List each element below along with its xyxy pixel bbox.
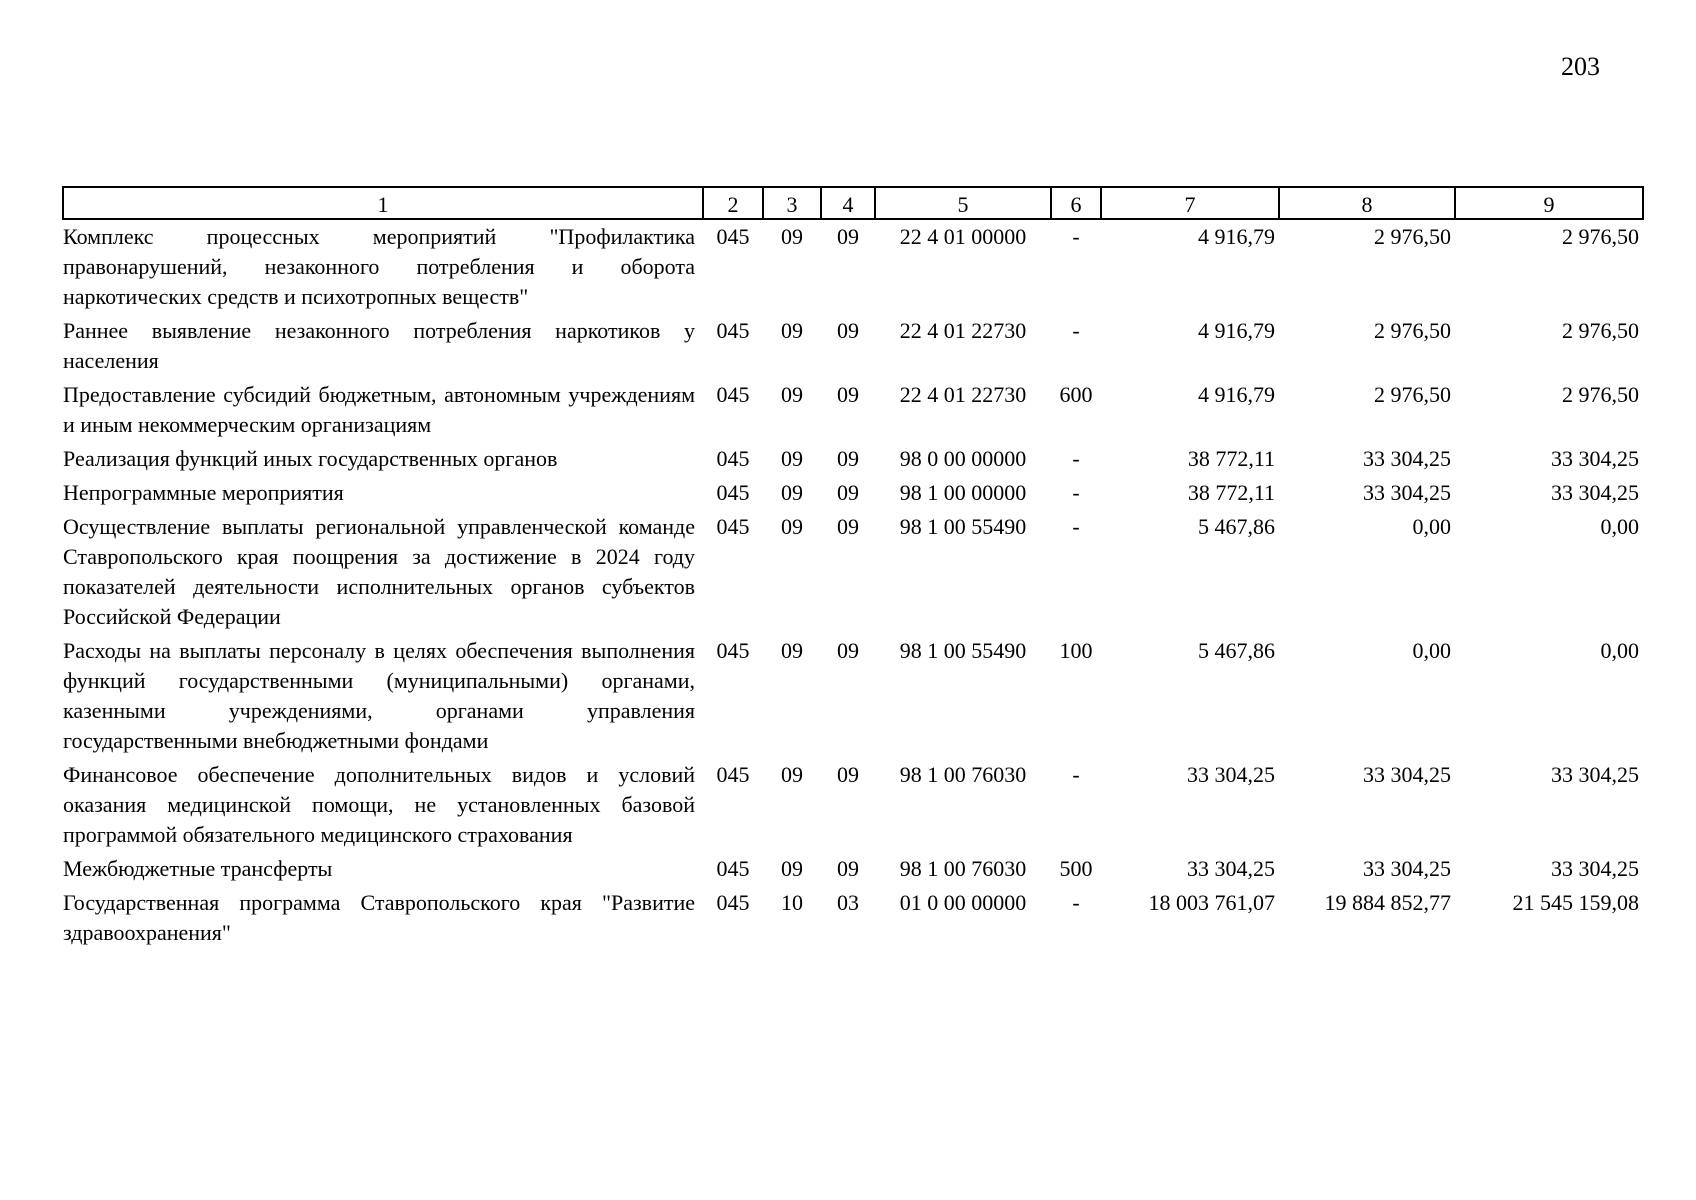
admin-code-cell: 045 — [716, 890, 750, 915]
target-article-cell: 98 1 00 76030 — [899, 856, 1027, 881]
row-name-cell: Финансовое обеспечение дополнительных видов и условий оказания медицинской помощи, не установленных базовой программой обязательного медицинского страхования — [63, 762, 695, 847]
subsection-cell: 09 — [837, 224, 859, 249]
target-article-cell: 98 1 00 55490 — [899, 514, 1027, 539]
subsection-cell: 09 — [837, 638, 859, 663]
row-name-cell: Комплекс процессных мероприятий "Профилактика правонарушений, незаконного потребления и оборота наркотических средств и психотропных веществ" — [63, 224, 695, 309]
section-cell: 10 — [781, 890, 803, 915]
amount-col7-cell: 33 304,25 — [1187, 856, 1275, 881]
section-cell: 09 — [781, 480, 803, 505]
column-header: 8 — [1279, 187, 1455, 219]
amount-col7-cell: 4 916,79 — [1198, 318, 1275, 343]
expense-type-cell: 600 — [1059, 382, 1093, 407]
amount-col9-cell: 21 545 159,08 — [1512, 890, 1639, 915]
table-row — [63, 476, 1643, 510]
amount-col8-cell: 0,00 — [1412, 514, 1451, 539]
amount-col7-cell: 4 916,79 — [1198, 382, 1275, 407]
target-article-cell: 22 4 01 00000 — [899, 224, 1027, 249]
section-cell: 09 — [781, 514, 803, 539]
column-header: 1 — [63, 187, 703, 219]
amount-col8-cell: 33 304,25 — [1363, 446, 1451, 471]
expense-type-cell: - — [1072, 890, 1080, 915]
amount-col7-cell: 4 916,79 — [1198, 224, 1275, 249]
admin-code-cell: 045 — [716, 382, 750, 407]
table-row — [63, 314, 1643, 378]
row-name-cell: Реализация функций иных государственных органов — [63, 446, 558, 471]
amount-col9-cell: 0,00 — [1600, 638, 1639, 663]
admin-code-cell: 045 — [716, 514, 750, 539]
subsection-cell: 09 — [837, 480, 859, 505]
page-number: 203 — [1561, 52, 1600, 81]
admin-code-cell: 045 — [716, 762, 750, 787]
amount-col8-cell: 2 976,50 — [1374, 224, 1451, 249]
subsection-cell: 09 — [837, 856, 859, 881]
amount-col8-cell: 2 976,50 — [1374, 382, 1451, 407]
table-row — [63, 886, 1643, 950]
row-name-cell: Осуществление выплаты региональной управленческой команде Ставропольского края поощрения за достижение в 2024 году показателей деятельности исполнительных органов субъектов Российской Федерации — [63, 514, 695, 629]
subsection-cell: 09 — [837, 762, 859, 787]
column-header: 4 — [821, 187, 875, 219]
subsection-cell: 09 — [837, 446, 859, 471]
table-row — [63, 378, 1643, 442]
admin-code-cell: 045 — [716, 480, 750, 505]
amount-col9-cell: 2 976,50 — [1562, 318, 1639, 343]
table-body — [63, 219, 1643, 950]
target-article-cell: 98 0 00 00000 — [899, 446, 1027, 471]
amount-col9-cell: 2 976,50 — [1562, 382, 1639, 407]
amount-col9-cell: 33 304,25 — [1551, 762, 1639, 787]
target-article-cell: 22 4 01 22730 — [899, 318, 1027, 343]
row-name-cell: Межбюджетные трансферты — [63, 856, 333, 881]
amount-col7-cell: 38 772,11 — [1187, 446, 1275, 471]
amount-col7-cell: 5 467,86 — [1198, 514, 1275, 539]
table-row — [63, 442, 1643, 476]
section-cell: 09 — [781, 638, 803, 663]
section-cell: 09 — [781, 446, 803, 471]
amount-col7-cell: 18 003 761,07 — [1148, 890, 1275, 915]
column-header: 7 — [1101, 187, 1279, 219]
table-header-row — [63, 187, 1643, 219]
expense-type-cell: - — [1072, 446, 1080, 471]
table-row — [63, 219, 1643, 314]
row-name-cell: Государственная программа Ставропольского края "Развитие здравоохранения" — [63, 890, 695, 945]
expense-type-cell: - — [1072, 224, 1080, 249]
budget-table-container — [62, 186, 1642, 950]
expense-type-cell: 100 — [1059, 638, 1093, 663]
admin-code-cell: 045 — [716, 638, 750, 663]
amount-col7-cell: 33 304,25 — [1187, 762, 1275, 787]
amount-col8-cell: 33 304,25 — [1363, 762, 1451, 787]
amount-col9-cell: 2 976,50 — [1562, 224, 1639, 249]
table-row — [63, 510, 1643, 634]
subsection-cell: 09 — [837, 382, 859, 407]
section-cell: 09 — [781, 762, 803, 787]
budget-table — [62, 186, 1644, 950]
expense-type-cell: - — [1072, 480, 1080, 505]
row-name-cell: Раннее выявление незаконного потребления наркотиков у населения — [63, 318, 695, 373]
amount-col7-cell: 5 467,86 — [1198, 638, 1275, 663]
amount-col8-cell: 2 976,50 — [1374, 318, 1451, 343]
section-cell: 09 — [781, 856, 803, 881]
subsection-cell: 09 — [837, 318, 859, 343]
row-name-cell: Расходы на выплаты персоналу в целях обеспечения выполнения функций государственными (муниципальными) органами, казенными учреждениями, органами управления государственными внебюджетными фондами — [63, 638, 695, 753]
target-article-cell: 98 1 00 55490 — [899, 638, 1027, 663]
admin-code-cell: 045 — [716, 224, 750, 249]
expense-type-cell: - — [1072, 514, 1080, 539]
table-row — [63, 852, 1643, 886]
section-cell: 09 — [781, 382, 803, 407]
section-cell: 09 — [781, 318, 803, 343]
target-article-cell: 22 4 01 22730 — [899, 382, 1027, 407]
admin-code-cell: 045 — [716, 446, 750, 471]
target-article-cell: 98 1 00 00000 — [899, 480, 1027, 505]
subsection-cell: 03 — [837, 890, 859, 915]
expense-type-cell: - — [1072, 318, 1080, 343]
admin-code-cell: 045 — [716, 856, 750, 881]
target-article-cell: 01 0 00 00000 — [899, 890, 1027, 915]
table-row — [63, 634, 1643, 758]
subsection-cell: 09 — [837, 514, 859, 539]
amount-col9-cell: 0,00 — [1600, 514, 1639, 539]
amount-col7-cell: 38 772,11 — [1187, 480, 1275, 505]
column-header: 9 — [1455, 187, 1643, 219]
column-header: 2 — [703, 187, 763, 219]
amount-col9-cell: 33 304,25 — [1551, 480, 1639, 505]
section-cell: 09 — [781, 224, 803, 249]
row-name-cell: Непрограммные мероприятия — [63, 480, 344, 505]
amount-col8-cell: 33 304,25 — [1363, 480, 1451, 505]
expense-type-cell: 500 — [1059, 856, 1093, 881]
amount-col9-cell: 33 304,25 — [1551, 856, 1639, 881]
amount-col8-cell: 33 304,25 — [1363, 856, 1451, 881]
target-article-cell: 98 1 00 76030 — [899, 762, 1027, 787]
row-name-cell: Предоставление субсидий бюджетным, автономным учреждениям и иным некоммерческим организациям — [63, 382, 695, 437]
amount-col8-cell: 0,00 — [1412, 638, 1451, 663]
column-header: 5 — [875, 187, 1051, 219]
amount-col8-cell: 19 884 852,77 — [1324, 890, 1451, 915]
column-header: 3 — [763, 187, 821, 219]
table-row — [63, 758, 1643, 852]
amount-col9-cell: 33 304,25 — [1551, 446, 1639, 471]
admin-code-cell: 045 — [716, 318, 750, 343]
column-header: 6 — [1051, 187, 1101, 219]
expense-type-cell: - — [1072, 762, 1080, 787]
